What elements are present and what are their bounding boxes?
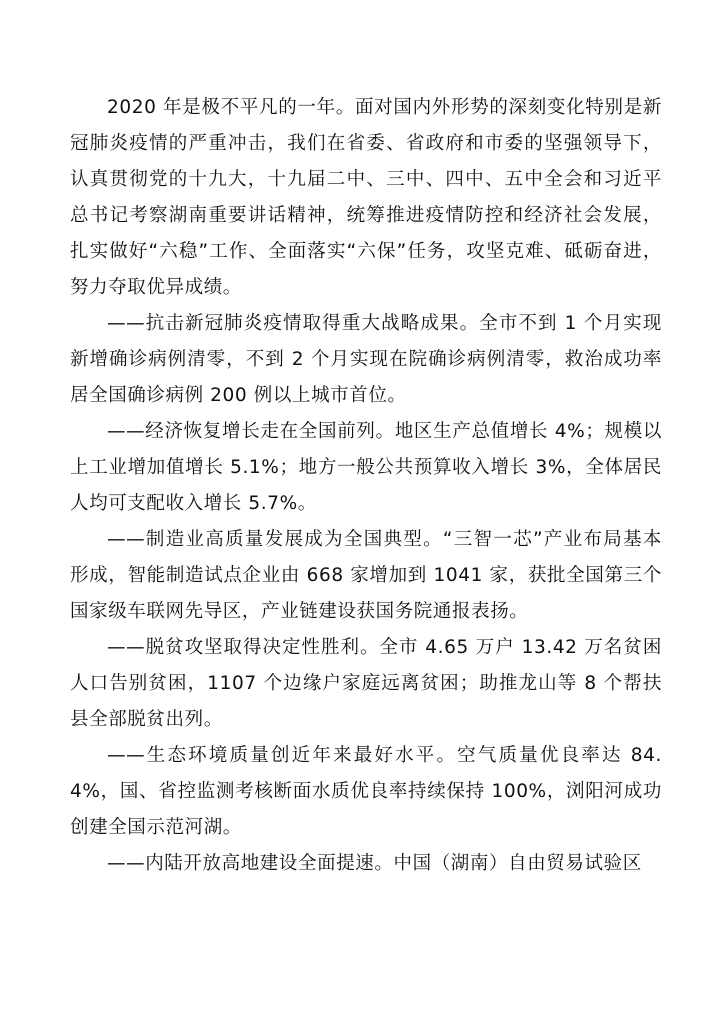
paragraph-economy: ——经济恢复增长走在全国前列。地区生产总值增长 4%；规模以上工业增加值增长 5.1%；地方一般公共预算收入增长 3%，全体居民人均可支配收入增长 5.7%。 (70, 421, 662, 514)
paragraph-manufacturing: ——制造业高质量发展成为全国典型。“三智一芯”产业布局基本形成，智能制造试点企业由 668 家增加到 1041 家，获批全国第三个国家级车联网先导区，产业链建设获国务院通报表扬。 (70, 529, 662, 622)
paragraph-environment: ——生态环境质量创近年来最好水平。空气质量优良率达 84.4%，国、省控监测考核断面水质优良率持续保持 100%，浏阳河成功创建全国示范河湖。 (70, 745, 662, 838)
paragraph-poverty: ——脱贫攻坚取得决定性胜利。全市 4.65 万户 13.42 万名贫困人口告别贫困，1107 个边缘户家庭远离贫困；助推龙山等 8 个帮扶县全部脱贫出列。 (70, 637, 662, 730)
document-page (70, 90, 662, 882)
paragraph-epidemic: ——抗击新冠肺炎疫情取得重大战略成果。全市不到 1 个月实现新增确诊病例清零，不到 2 个月实现在院确诊病例清零，救治成功率居全国确诊病例 200 例以上城市首位。 (70, 313, 662, 406)
paragraph-intro: 2020 年是极不平凡的一年。面对国内外形势的深刻变化特别是新冠肺炎疫情的严重冲击，我们在省委、省政府和市委的坚强领导下，认真贯彻党的十九大，十九届二中、三中、四中、五中全会和习近平总书记考察湖南重要讲话精神，统筹推进疫情防控和经济社会发展，扎实做好“六稳”工作、全面落实“六保”任务，攻坚克难、砥砺奋进，努力夺取优异成绩。 (70, 97, 662, 298)
paragraph-opening: ——内陆开放高地建设全面提速。中国（湖南）自由贸易试验区 (107, 853, 642, 874)
